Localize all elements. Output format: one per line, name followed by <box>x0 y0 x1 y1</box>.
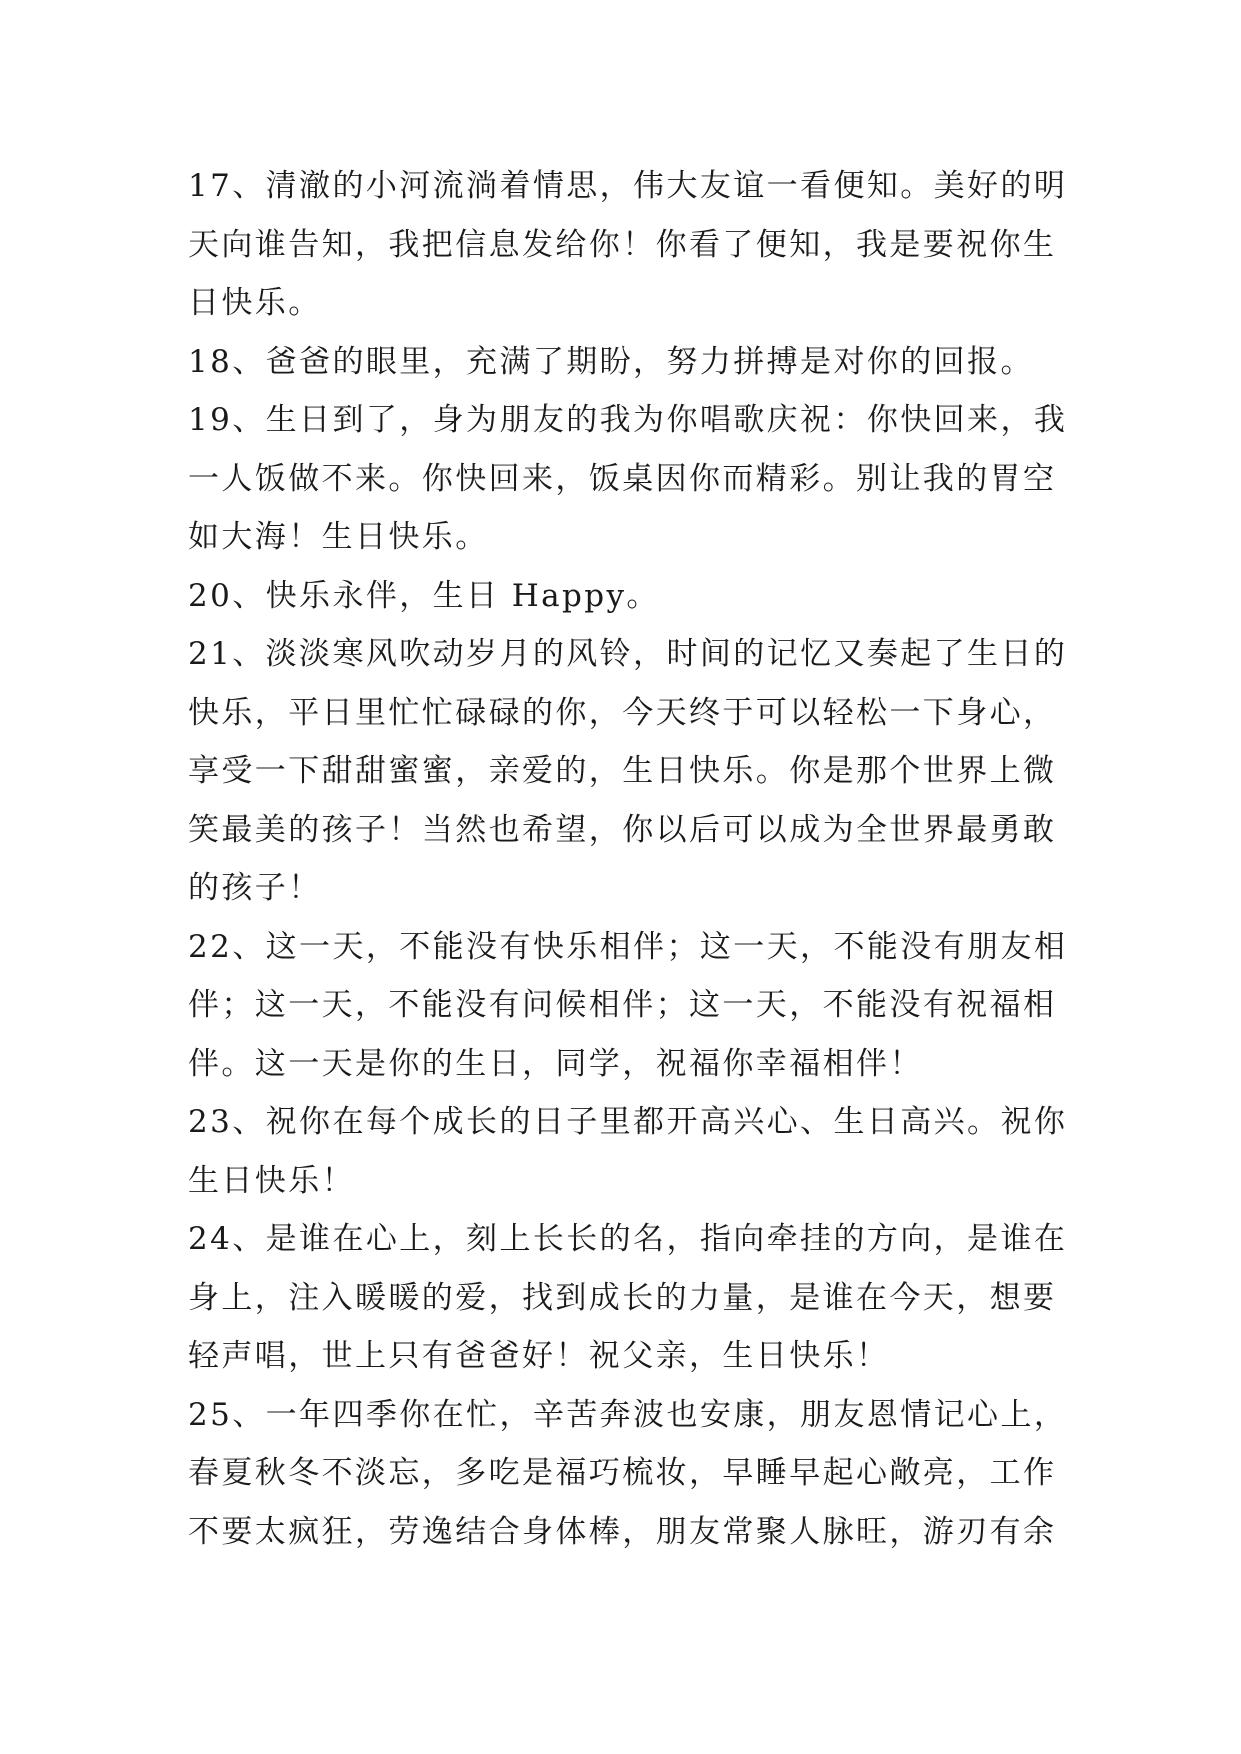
text-line: 天向谁告知，我把信息发给你！你看了便知，我是要祝你生 <box>188 226 1057 263</box>
text-line: 23、祝你在每个成长的日子里都开高兴心、生日高兴。祝你 <box>188 1104 1068 1140</box>
text-line: 伴。这一天是你的生日，同学，祝福你幸福相伴！ <box>188 1045 923 1082</box>
text-line: 24、是谁在心上，刻上长长的名，指向牵挂的方向，是谁在 <box>188 1221 1068 1257</box>
text-line: 如大海！生日快乐。 <box>188 519 489 555</box>
text-line: 日快乐。 <box>188 285 322 321</box>
text-line: 笑最美的孩子！当然也希望，你以后可以成为全世界最勇敢 <box>188 811 1057 848</box>
text-line: 19、生日到了，身为朋友的我为你唱歌庆祝：你快回来，我 <box>188 402 1068 438</box>
text-line: 21、淡淡寒风吹动岁月的风铃，时间的记忆又奏起了生日的 <box>188 636 1068 672</box>
text-line: 不要太疯狂，劳逸结合身体棒，朋友常聚人脉旺，游刃有余 <box>188 1513 1057 1550</box>
text-line: 身上，注入暖暖的爱，找到成长的力量，是谁在今天，想要 <box>188 1279 1057 1316</box>
text-line: 轻声唱，世上只有爸爸好！祝父亲，生日快乐！ <box>188 1338 890 1374</box>
text-line: 春夏秋冬不淡忘，多吃是福巧梳妆，早睡早起心敞亮，工作 <box>188 1455 1057 1491</box>
text-line: 生日快乐！ <box>188 1162 355 1199</box>
text-line: 20、快乐永伴，生日 Happy。 <box>188 577 660 614</box>
text-line: 伴；这一天，不能没有问候相伴；这一天，不能没有祝福相 <box>188 987 1057 1023</box>
text-line: 享受一下甜甜蜜蜜，亲爱的，生日快乐。你是那个世界上微 <box>188 753 1057 789</box>
text-line: 17、清澈的小河流淌着情思，伟大友谊一看便知。美好的明 <box>188 168 1068 204</box>
document-body <box>188 157 1068 1561</box>
text-line: 22、这一天，不能没有快乐相伴；这一天，不能没有朋友相 <box>188 928 1068 965</box>
text-line: 25、一年四季你在忙，辛苦奔波也安康，朋友恩情记心上， <box>188 1396 1068 1433</box>
text-line: 18、爸爸的眼里，充满了期盼，努力拼搏是对你的回报。 <box>188 343 1034 380</box>
text-line: 一人饭做不来。你快回来，饭桌因你而精彩。别让我的胃空 <box>188 460 1057 497</box>
text-line: 的孩子！ <box>188 870 322 906</box>
text-line: 快乐，平日里忙忙碌碌的你，今天终于可以轻松一下身心， <box>188 694 1057 731</box>
